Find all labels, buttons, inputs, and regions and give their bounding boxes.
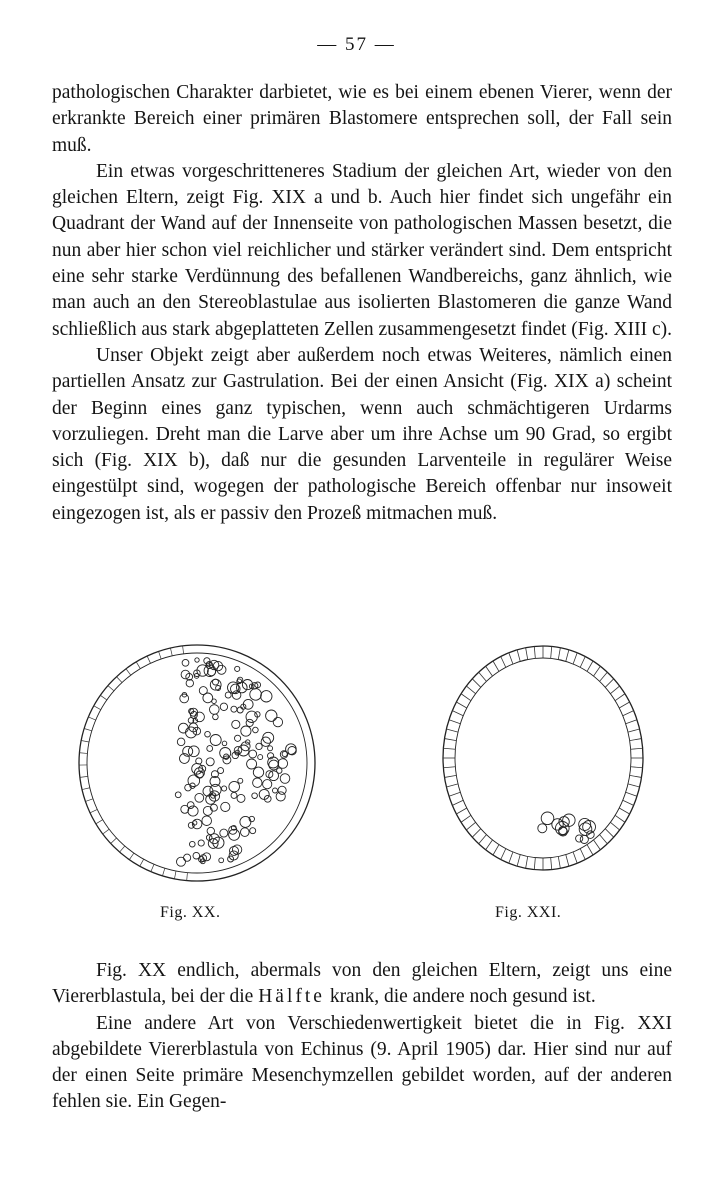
pathological-cell [175, 792, 181, 798]
wall-cell-line [534, 858, 535, 870]
wall-cell-line [526, 648, 528, 660]
figure-xx [72, 638, 322, 888]
wall-cell-line [517, 855, 520, 867]
pathological-cell [210, 735, 221, 746]
wall-cell-line [566, 855, 569, 867]
wall-cell-line [623, 800, 634, 805]
wall-cell-line [593, 840, 600, 850]
wall-cell-line [472, 829, 480, 837]
wall-cell-line [558, 856, 560, 868]
mesenchyme-cell [552, 819, 563, 830]
pathological-cell [188, 746, 199, 757]
pathological-cell [258, 755, 263, 760]
wall-cell-line [517, 650, 520, 662]
wall-cell-line [587, 661, 593, 671]
pathological-cell [238, 778, 243, 783]
wall-cell-line [96, 820, 103, 824]
paragraph-2: Ein etwas vorgeschritteneres Stadium der gleichen Art, wieder von den gleichen Eltern, zeigt Fig. XIX a und b. Auch hier findet sich ungefähr ein Quadrant der Wand auf der Innenseite von pathologischen Massen besetzt, die nun aber hier schon viel reichlicher und stärker verändert sind. Dem entspricht eine sehr starke Verdünnung des befallenen Wandbereichs, ganz ähnlich, wie man auch an den Stereoblastulae aus isolierten Blastomeren die ganze Wand schließlich aus stark abgeplatteten Zellen zusammengesetzt findet (Fig. XIII c). [52, 160, 672, 340]
wall-cell-line [615, 694, 625, 701]
pathological-cell [273, 717, 282, 726]
wall-cell-line [174, 871, 176, 879]
wall-cell-line [580, 849, 585, 860]
wall-cell-line [452, 711, 463, 716]
wall-cell-line [108, 686, 114, 691]
mesenchyme-cell [538, 824, 547, 833]
wall-cell-line [472, 679, 480, 687]
paragraph-4 [52, 958, 672, 1011]
wall-cell-line [509, 852, 513, 863]
pathological-cell [247, 759, 257, 769]
wall-cell-line [605, 829, 613, 837]
wall-cell-line [187, 873, 188, 881]
wall-cell-line [630, 739, 642, 741]
wall-cell-line [486, 666, 493, 676]
pathological-cell [177, 857, 186, 866]
pathological-cell [278, 786, 286, 794]
paragraph-3: Unser Objekt zeigt aber außerdem noch etwas Weiteres, nämlich einen partiellen Ansatz zur Gastrulation. Bei der einen Ansicht (Fig. XIX a) scheint der Beginn eines ganz typischen, wenn auch schmächtigeren Urdarms vorzuliegen. Dreht man die Larve aber um ihre Achse um 90 Grad, so ergibt sich (Fig. XIX b), daß nur die gesunden Larventeile in regulärer Weise eingestülpt sind, wogegen der pathologische Bereich offenbar nur insoweit eingezogen ist, als er passiv den Prozeß mitmachen muß. [52, 344, 672, 524]
wall-cell-line [631, 748, 643, 749]
wall-cell-line [466, 822, 475, 830]
pathological-cell [249, 750, 257, 758]
wall-cell-line [551, 646, 552, 658]
pathological-cell [235, 735, 241, 741]
wall-cell-line [493, 845, 499, 855]
pathological-cell [263, 780, 272, 789]
figure-xx-drawing [72, 638, 322, 888]
figure-xxi [433, 638, 653, 888]
wall-cell-line [501, 849, 506, 860]
pathological-cell [186, 727, 197, 738]
wall-cell-line [88, 717, 95, 720]
wall-cell-line [630, 775, 642, 777]
pathological-cell [210, 705, 220, 715]
pathological-cell [276, 792, 285, 801]
wall-cell-line [623, 711, 634, 716]
wall-cell-line [479, 835, 487, 844]
wall-cell-line [534, 646, 535, 658]
wall-cell-line [610, 686, 619, 694]
wall-cell-line [449, 720, 460, 724]
pathological-cell [203, 806, 212, 815]
pathological-cell [205, 731, 211, 737]
wall-cell-line [580, 656, 585, 667]
wall-cell-line [443, 767, 455, 768]
paragraph-4-part-a: Fig. XX endlich, abermals von den gleichen Eltern, zeigt uns eine Viererblastula, bei der die [52, 960, 672, 1008]
wall-cell-line [151, 864, 154, 871]
pathological-cell [222, 786, 227, 791]
wall-cell-line [628, 784, 640, 787]
pathological-cell [253, 727, 259, 733]
wall-cell-line [493, 661, 499, 671]
pathological-cell [231, 792, 237, 798]
page-number: — 57 — [317, 34, 396, 55]
wall-cell-line [82, 788, 90, 790]
pathological-cell [273, 788, 278, 793]
pathological-cell [195, 658, 199, 662]
wall-cell-line [456, 808, 466, 814]
pathological-cell [181, 670, 190, 679]
wall-cell-line [136, 662, 140, 669]
pathological-cell [261, 691, 272, 702]
pathological-cell [219, 858, 224, 863]
pathological-cell [190, 841, 196, 847]
pathological-cell [187, 802, 194, 809]
pathological-cell [207, 746, 213, 752]
wall-cell-line [159, 651, 162, 659]
pathological-cell [237, 677, 242, 682]
wall-cell-line [126, 669, 131, 675]
figure-xx-caption: Fig. XX. [160, 904, 221, 921]
wall-cell-line [443, 748, 455, 749]
wall-cell-line [626, 792, 637, 796]
wall-cell-line [566, 650, 569, 662]
paragraph-1: pathologischen Charakter darbietet, wie es bei einem ebenen Vierer, wenn der erkrankte Bereich einer primären Blastomere entsprechen soll, der Fall sein muß. [52, 82, 672, 156]
pathological-cell [237, 682, 248, 693]
pathological-cell [186, 680, 193, 687]
pathological-cell [250, 828, 256, 834]
wall-cell-line [103, 829, 109, 834]
pathological-cell [222, 741, 227, 746]
pathological-cell [220, 703, 227, 710]
wall-cell-line [573, 653, 577, 664]
wall-cell-line [501, 656, 506, 667]
wall-cell-line [446, 729, 458, 732]
wall-cell-line [587, 845, 593, 855]
pathological-cell [256, 743, 262, 749]
wall-cell-line [147, 656, 150, 663]
figure-xxi-drawing [433, 638, 653, 888]
wall-cell-line [551, 858, 552, 870]
pathological-cell [198, 840, 204, 846]
pathological-cell [235, 666, 240, 671]
pathological-cell [268, 746, 273, 751]
pathological-cell [223, 756, 231, 764]
wall-cell-line [183, 646, 184, 654]
wall-cell-line [445, 739, 457, 741]
pathological-cell [241, 828, 250, 837]
wall-cell-line [117, 677, 122, 683]
wall-cell-line [626, 720, 637, 724]
pathological-cell [220, 829, 228, 837]
wall-cell-line [509, 653, 513, 664]
pathological-cell [252, 793, 258, 799]
wall-cell-line [486, 840, 493, 850]
pathological-cell [286, 744, 297, 755]
wall-cell-line [120, 846, 125, 852]
wall-cell-line [452, 800, 463, 805]
pathological-cell [199, 687, 207, 695]
wall-cell-line [619, 808, 629, 814]
wall-cell-line [593, 666, 600, 676]
wall-cell-line [449, 792, 460, 796]
wall-cell-line [80, 776, 88, 777]
wall-cell-line [558, 648, 560, 660]
wall-cell-line [81, 740, 89, 742]
wall-cell-line [600, 672, 608, 681]
wall-cell-line [605, 679, 613, 687]
wall-cell-line [461, 815, 471, 822]
wall-cell-line [94, 706, 101, 710]
pathological-cell [266, 710, 277, 721]
wall-cell-line [628, 729, 640, 732]
pathological-cell [253, 767, 263, 777]
pathological-cell [250, 689, 262, 701]
wall-cell-line [85, 799, 93, 802]
pathological-cell [261, 737, 270, 746]
pathological-cell [193, 852, 200, 859]
pathological-cell [278, 759, 288, 769]
pathological-cell [213, 714, 219, 720]
wall-cell-line [461, 694, 471, 701]
wall-cell-line [619, 702, 629, 708]
paragraph-5: Eine andere Art von Verschiedenwertigkeit bietet die in Fig. XXI abgebildete Viererblastula von Echinus (9. April 1905) dar. Hier sind nur auf der einen Seite primäre Mesenchymzellen gebildet worden, auf der anderen fehlen sie. Ein Gegen- [52, 1012, 672, 1113]
pathological-cell [184, 854, 191, 861]
pathological-cell [195, 793, 204, 802]
pathological-cell [179, 723, 189, 733]
pathological-cell [177, 738, 185, 746]
pathological-cell [237, 707, 243, 713]
pathological-cell [202, 816, 212, 826]
pathological-cell [229, 781, 240, 792]
wall-cell-line [140, 859, 144, 866]
pathological-cell [180, 694, 189, 703]
pathological-cell [228, 682, 239, 693]
pathological-cell [218, 768, 224, 774]
body-text-bottom [52, 958, 672, 1116]
wall-cell-line [111, 838, 117, 843]
pathological-cell [229, 829, 240, 840]
pathological-cell [269, 771, 279, 781]
wall-cell-line [129, 853, 134, 860]
paragraph-4-part-b: krank, die andere noch gesund ist. [324, 986, 596, 1008]
wall-cell-line [479, 672, 487, 681]
pathological-cell [206, 758, 214, 766]
wall-cell-line [573, 852, 577, 863]
wall-cell-line [526, 856, 528, 868]
wall-cell-line [600, 835, 608, 844]
wall-cell-line [615, 815, 625, 822]
wall-cell-line [456, 702, 466, 708]
pathological-cell [241, 726, 251, 736]
pathological-cell [280, 774, 290, 784]
pathological-cell [237, 794, 245, 802]
wall-cell-line [84, 729, 92, 731]
wall-cell-line [90, 809, 97, 812]
wall-cell-line [170, 648, 172, 656]
pathological-cell [269, 760, 279, 770]
pathological-cell [264, 795, 271, 802]
wall-cell-line [163, 868, 165, 876]
pathological-cell [232, 720, 240, 728]
pathological-cell [221, 802, 230, 811]
wall-cell-line [446, 784, 458, 787]
paragraph-4-emphasis: Hälfte [258, 986, 325, 1008]
wall-cell-line [445, 775, 457, 777]
pathological-cell [253, 778, 262, 787]
wall-cell-line [631, 767, 643, 768]
wall-cell-line [79, 753, 87, 754]
figure-xxi-caption: Fig. XXI. [495, 904, 562, 921]
pathological-cell [231, 706, 237, 712]
body-text-top [52, 80, 672, 527]
wall-cell-line [610, 822, 619, 830]
wall-cell-line [466, 686, 475, 694]
mesenchyme-cell [556, 822, 570, 836]
pathological-cell [182, 659, 189, 666]
wall-cell-line [100, 695, 107, 700]
